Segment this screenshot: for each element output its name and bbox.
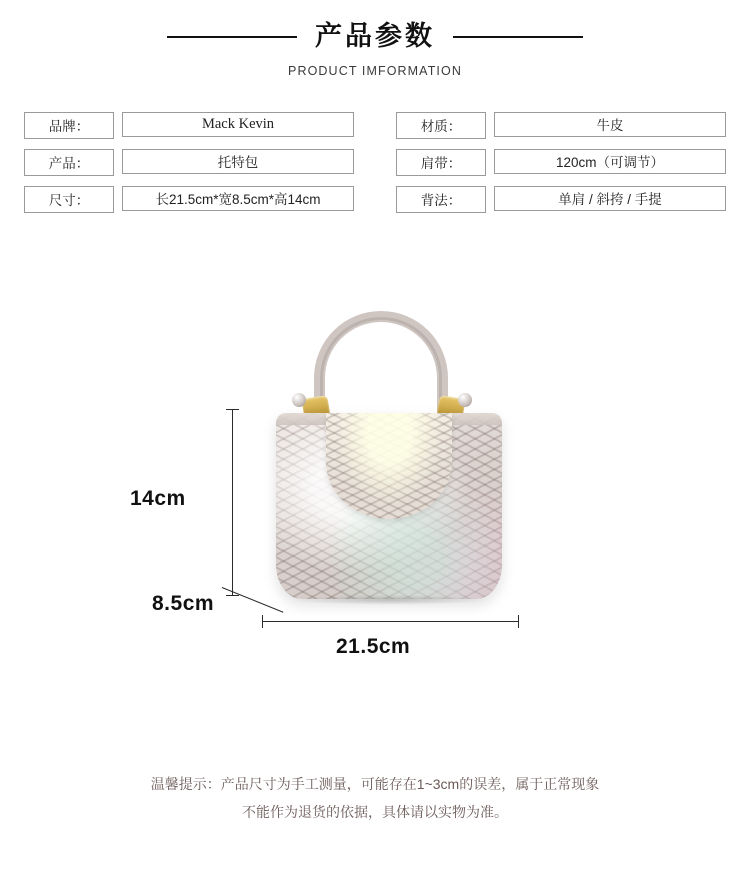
spec-value: 长21.5cm*宽8.5cm*高14cm [122,186,354,211]
dimension-label-height: 14cm [130,486,186,510]
spec-value: Mack Kevin [122,112,354,137]
bag-stud-right-icon [458,393,472,407]
spec-row [396,149,726,176]
dimension-cap-width-right [518,615,519,628]
header-rule-left [167,36,297,38]
dimension-line-width [262,621,518,622]
handbag-image [262,309,516,599]
header-title-row [0,22,750,52]
spec-table [0,112,750,213]
spec-label: 尺寸： [24,186,114,213]
spec-column-left [24,112,354,213]
disclaimer-note [0,770,750,826]
spec-row [24,186,354,213]
spec-label: 肩带： [396,149,486,176]
spec-label: 材质： [396,112,486,139]
bag-stud-left-icon [292,393,306,407]
spec-label: 产品： [24,149,114,176]
dimension-cap-width-left [262,615,263,628]
page-subtitle: PRODUCT IMFORMATION [288,63,462,78]
spec-value: 托特包 [122,149,354,174]
spec-value: 牛皮 [494,112,726,137]
spec-value: 单肩 / 斜挎 / 手提 [494,186,726,211]
disclaimer-line-2: 不能作为退货的依据，具体请以实物为准。 [242,804,508,820]
product-image-area [0,309,750,709]
bag-front-flap [326,413,452,519]
dimension-line-height [232,409,233,595]
spec-column-right [396,112,726,213]
dimension-label-width: 21.5cm [336,634,411,658]
bag-drop-shadow [292,595,488,605]
dimension-cap-height-bottom [226,595,239,596]
dimension-label-depth: 8.5cm [152,591,215,615]
spec-label: 背法： [396,186,486,213]
bag-body [276,413,502,599]
spec-value: 120cm（可调节） [494,149,726,174]
spec-row [24,149,354,176]
spec-label: 品牌： [24,112,114,139]
spec-row [24,112,354,139]
page-header [0,0,750,78]
dimension-cap-height-top [226,409,239,410]
page-title: 产品参数 [315,21,435,51]
disclaimer-line-1: 温馨提示：产品尺寸为手工测量，可能存在1~3cm的误差，属于正常现象 [150,776,600,792]
header-rule-right [453,36,583,38]
spec-row [396,112,726,139]
spec-row [396,186,726,213]
